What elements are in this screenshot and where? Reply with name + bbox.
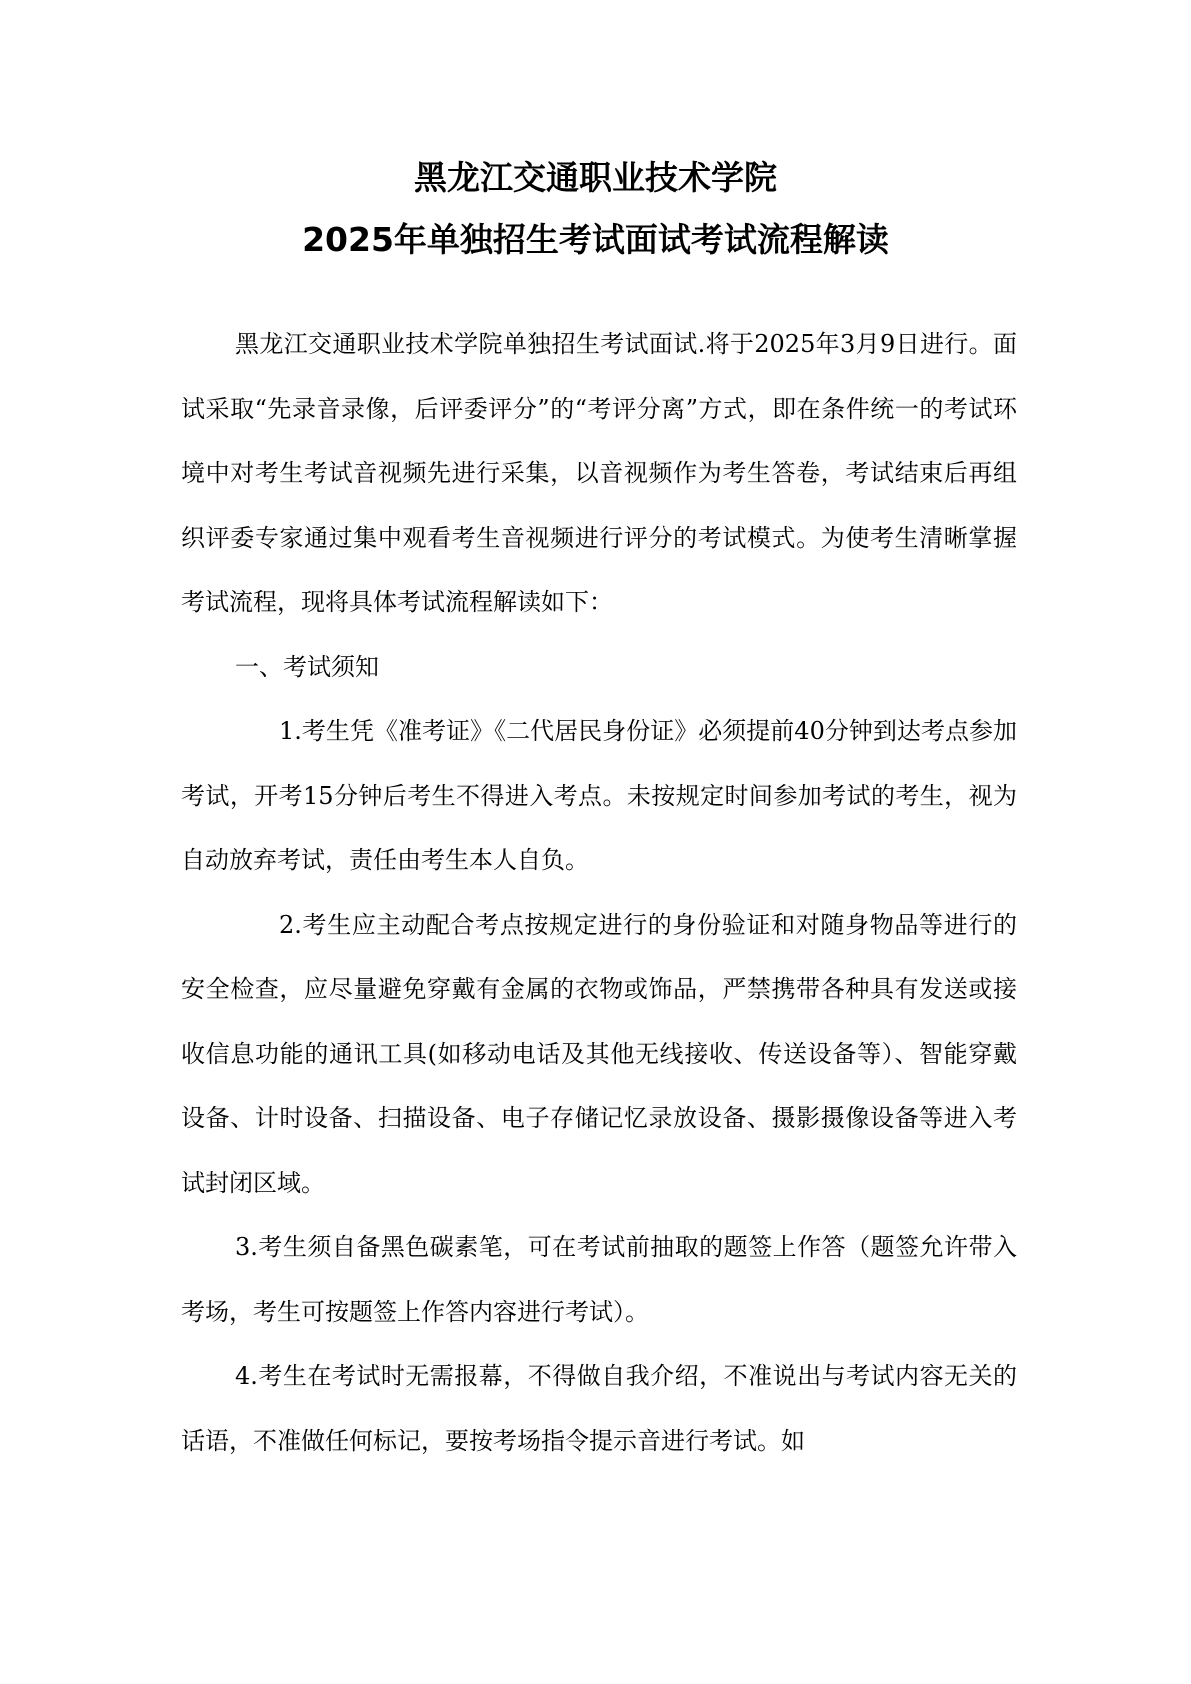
rule-item-2: 2.考生应主动配合考点按规定进行的身份验证和对随身物品等进行的安全检查，应尽量避免穿戴有金属的衣物或饰品，严禁携带各种具有发送或接收信息功能的通讯工具(如移动电话及其他无线接收、传送设备等）、智能穿戴设备、计时设备、扫描设备、电子存储记忆录放设备、摄影摄像设备等进入考试封闭区域。 (181, 910, 1017, 1197)
document-body (181, 312, 1017, 1473)
rule-item-1: 1.考生凭《准考证》《二代居民身份证》必须提前40分钟到达考点参加考试，开考15分钟后考生不得进入考点。未按规定时间参加考试的考生，视为自动放弃考试，责任由考生本人自负。 (181, 717, 1017, 874)
rule-item-3: 3.考生须自备黑色碳素笔，可在考试前抽取的题签上作答（题签允许带入考场，考生可按题签上作答内容进行考试）。 (181, 1233, 1017, 1326)
section-heading: 一、考试须知 (235, 652, 379, 681)
document-title-line1: 黑龙江交通职业技术学院 (414, 158, 777, 197)
rule-item-4: 4.考生在考试时无需报幕，不得做自我介绍，不准说出与考试内容无关的话语，不准做任何标记，要按考场指令提示音进行考试。如 (181, 1362, 1017, 1455)
intro-paragraph: 黑龙江交通职业技术学院单独招生考试面试.将于2025年3月9日进行。面试采取“先录音录像，后评委评分”的“考评分离”方式，即在条件统一的考试环境中对考生考试音视频先进行采集，以音视频作为考生答卷，考试结束后再组织评委专家通过集中观看考生音视频进行评分的考试模式。为使考生清晰掌握考试流程，现将具体考试流程解读如下： (181, 330, 1017, 616)
document-title-line2: 2025年单独招生考试面试考试流程解读 (302, 220, 889, 259)
